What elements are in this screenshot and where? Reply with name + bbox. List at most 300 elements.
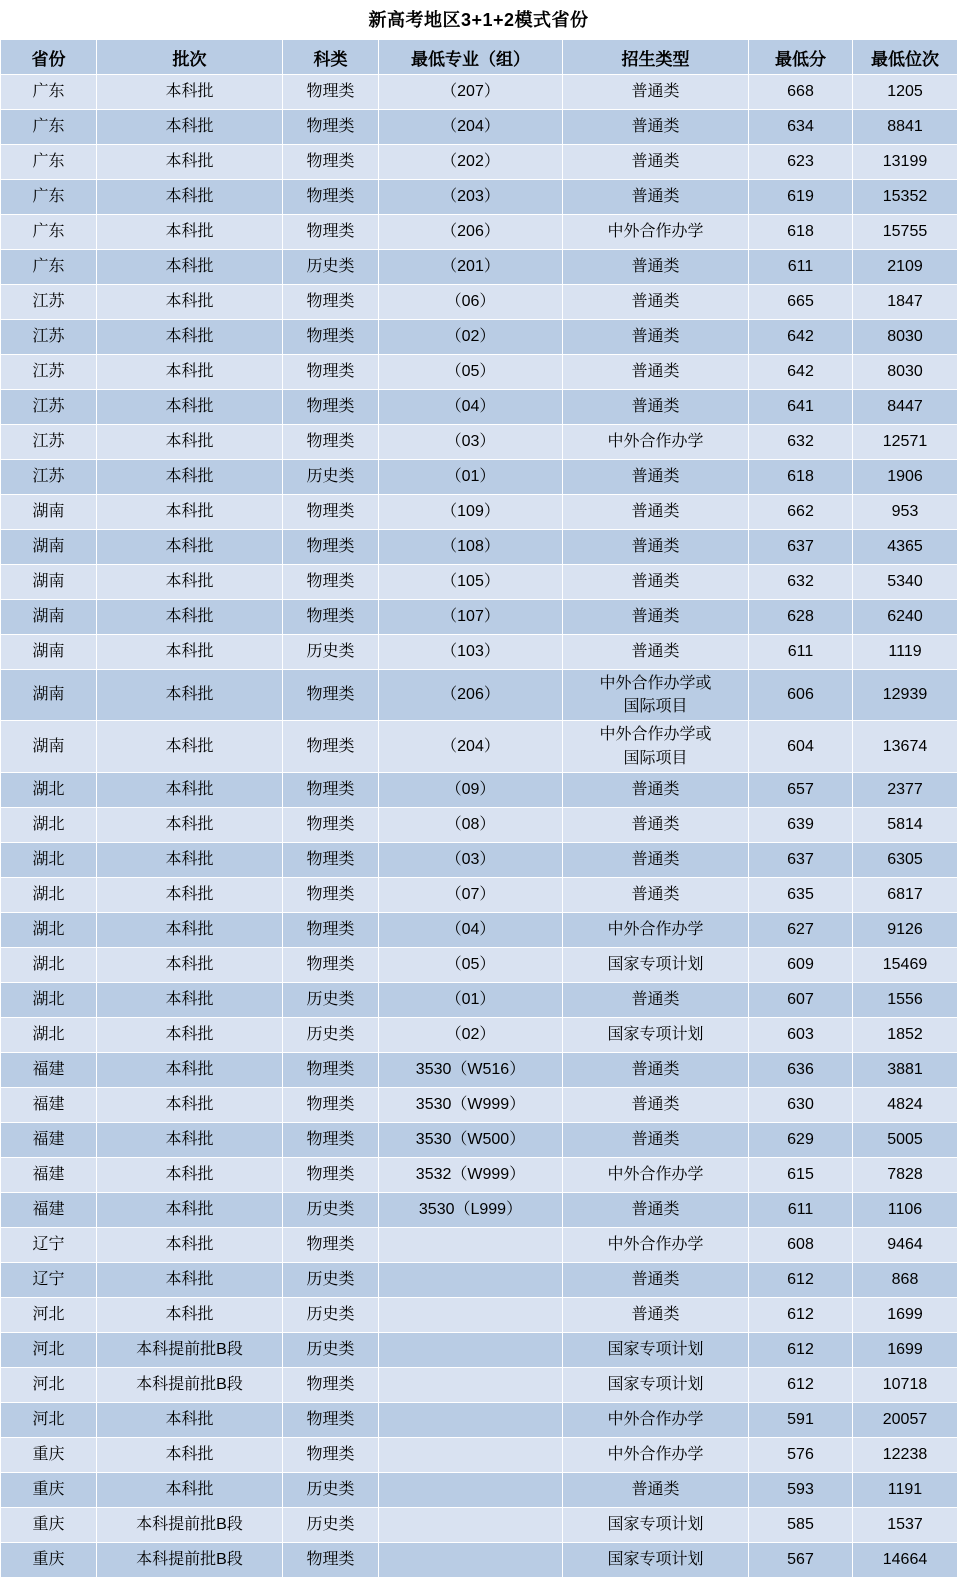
cell-subject: 历史类 [283, 1017, 379, 1052]
cell-province: 河北 [1, 1332, 97, 1367]
cell-batch: 本科批 [97, 250, 283, 285]
cell-province: 福建 [1, 1122, 97, 1157]
cell-major-group: （207） [379, 75, 563, 110]
cell-min-score: 611 [749, 635, 853, 670]
cell-subject: 历史类 [283, 1332, 379, 1367]
cell-min-rank: 953 [853, 495, 957, 530]
cell-major-group: （07） [379, 877, 563, 912]
table-row [1, 1332, 957, 1367]
cell-min-score: 612 [749, 1262, 853, 1297]
cell-batch: 本科提前批B段 [97, 1507, 283, 1542]
cell-min-rank: 12571 [853, 425, 957, 460]
cell-province: 湖南 [1, 495, 97, 530]
cell-min-score: 630 [749, 1087, 853, 1122]
cell-province: 湖南 [1, 635, 97, 670]
cell-min-score: 641 [749, 390, 853, 425]
cell-min-rank: 2377 [853, 772, 957, 807]
cell-major-group: （109） [379, 495, 563, 530]
table-row [1, 947, 957, 982]
cell-admission-type: 中外合作办学 [563, 1402, 749, 1437]
cell-batch: 本科批 [97, 1227, 283, 1262]
table-row [1, 842, 957, 877]
cell-major-group [379, 1262, 563, 1297]
cell-major-group: （107） [379, 600, 563, 635]
cell-min-score: 611 [749, 250, 853, 285]
cell-min-score: 608 [749, 1227, 853, 1262]
cell-province: 湖北 [1, 912, 97, 947]
cell-admission-type: 普通类 [563, 1472, 749, 1507]
cell-min-score: 662 [749, 495, 853, 530]
cell-batch: 本科批 [97, 530, 283, 565]
table-row [1, 285, 957, 320]
cell-admission-type: 普通类 [563, 842, 749, 877]
cell-batch: 本科批 [97, 807, 283, 842]
cell-subject: 物理类 [283, 877, 379, 912]
table-row [1, 1367, 957, 1402]
cell-major-group: （202） [379, 145, 563, 180]
cell-batch: 本科提前批B段 [97, 1367, 283, 1402]
cell-major-group: （206） [379, 670, 563, 721]
cell-admission-type: 中外合作办学 [563, 1157, 749, 1192]
table-row [1, 565, 957, 600]
cell-batch: 本科批 [97, 1122, 283, 1157]
cell-admission-type: 普通类 [563, 1087, 749, 1122]
cell-province: 福建 [1, 1052, 97, 1087]
cell-admission-type: 国家专项计划 [563, 1017, 749, 1052]
cell-province: 湖北 [1, 842, 97, 877]
cell-min-rank: 13199 [853, 145, 957, 180]
cell-batch: 本科批 [97, 495, 283, 530]
cell-min-score: 604 [749, 721, 853, 772]
cell-batch: 本科批 [97, 180, 283, 215]
cell-batch: 本科批 [97, 1472, 283, 1507]
cell-subject: 物理类 [283, 1087, 379, 1122]
cell-subject: 历史类 [283, 635, 379, 670]
cell-subject: 物理类 [283, 912, 379, 947]
cell-major-group [379, 1227, 563, 1262]
cell-min-score: 612 [749, 1367, 853, 1402]
cell-major-group: （105） [379, 565, 563, 600]
cell-min-rank: 1847 [853, 285, 957, 320]
cell-min-rank: 8030 [853, 320, 957, 355]
cell-min-rank: 5005 [853, 1122, 957, 1157]
cell-major-group [379, 1367, 563, 1402]
cell-major-group: （06） [379, 285, 563, 320]
table-row [1, 495, 957, 530]
cell-province: 辽宁 [1, 1227, 97, 1262]
cell-batch: 本科批 [97, 982, 283, 1017]
cell-province: 广东 [1, 215, 97, 250]
cell-admission-type: 普通类 [563, 772, 749, 807]
cell-subject: 历史类 [283, 1507, 379, 1542]
cell-min-rank: 6305 [853, 842, 957, 877]
cell-major-group [379, 1332, 563, 1367]
cell-min-score: 591 [749, 1402, 853, 1437]
cell-min-score: 635 [749, 877, 853, 912]
cell-min-score: 607 [749, 982, 853, 1017]
table-row [1, 982, 957, 1017]
cell-province: 福建 [1, 1192, 97, 1227]
cell-min-score: 618 [749, 460, 853, 495]
table-row [1, 530, 957, 565]
cell-admission-type: 普通类 [563, 1192, 749, 1227]
table-row [1, 670, 957, 721]
cell-batch: 本科提前批B段 [97, 1542, 283, 1577]
cell-major-group: （03） [379, 425, 563, 460]
cell-min-score: 623 [749, 145, 853, 180]
cell-subject: 物理类 [283, 1122, 379, 1157]
table-header-row [1, 40, 957, 75]
table-row [1, 721, 957, 772]
cell-min-rank: 7828 [853, 1157, 957, 1192]
cell-major-group [379, 1542, 563, 1577]
cell-province: 河北 [1, 1402, 97, 1437]
cell-admission-type: 普通类 [563, 75, 749, 110]
cell-admission-type: 普通类 [563, 565, 749, 600]
cell-subject: 物理类 [283, 320, 379, 355]
cell-line: 国际项目 [565, 695, 746, 718]
cell-subject: 物理类 [283, 180, 379, 215]
table-row [1, 1402, 957, 1437]
table-row [1, 1507, 957, 1542]
column-header-province: 省份 [1, 40, 97, 75]
cell-min-score: 628 [749, 600, 853, 635]
table-body [1, 75, 957, 1578]
cell-subject: 物理类 [283, 390, 379, 425]
cell-min-score: 603 [749, 1017, 853, 1052]
cell-admission-type: 普通类 [563, 1122, 749, 1157]
cell-min-rank: 3881 [853, 1052, 957, 1087]
cell-batch: 本科提前批B段 [97, 1332, 283, 1367]
cell-province: 广东 [1, 145, 97, 180]
cell-min-rank: 14664 [853, 1542, 957, 1577]
cell-min-rank: 5814 [853, 807, 957, 842]
cell-province: 江苏 [1, 460, 97, 495]
cell-min-rank: 1537 [853, 1507, 957, 1542]
cell-batch: 本科批 [97, 145, 283, 180]
cell-batch: 本科批 [97, 1087, 283, 1122]
cell-batch: 本科批 [97, 635, 283, 670]
cell-min-rank: 8447 [853, 390, 957, 425]
cell-major-group: 3532（W999） [379, 1157, 563, 1192]
cell-min-rank: 9126 [853, 912, 957, 947]
cell-admission-type: 国家专项计划 [563, 1332, 749, 1367]
column-header-major-group: 最低专业（组） [379, 40, 563, 75]
cell-subject: 物理类 [283, 807, 379, 842]
table-row [1, 250, 957, 285]
cell-major-group: （04） [379, 912, 563, 947]
cell-major-group: （02） [379, 1017, 563, 1052]
cell-min-rank: 15755 [853, 215, 957, 250]
cell-province: 湖北 [1, 982, 97, 1017]
cell-subject: 历史类 [283, 250, 379, 285]
cell-min-score: 627 [749, 912, 853, 947]
cell-province: 湖南 [1, 565, 97, 600]
cell-admission-type: 中外合作办学 [563, 425, 749, 460]
cell-min-score: 642 [749, 355, 853, 390]
cell-province: 河北 [1, 1367, 97, 1402]
cell-major-group [379, 1402, 563, 1437]
table-row [1, 1017, 957, 1052]
cell-admission-type: 中外合作办学 [563, 1437, 749, 1472]
cell-subject: 物理类 [283, 1402, 379, 1437]
cell-province: 重庆 [1, 1542, 97, 1577]
cell-major-group: 3530（W999） [379, 1087, 563, 1122]
cell-major-group: （08） [379, 807, 563, 842]
cell-province: 广东 [1, 250, 97, 285]
table-row [1, 215, 957, 250]
cell-major-group: （203） [379, 180, 563, 215]
cell-batch: 本科批 [97, 110, 283, 145]
table-header [1, 40, 957, 75]
table-row [1, 110, 957, 145]
admission-score-table [0, 39, 957, 1578]
table-row [1, 390, 957, 425]
cell-admission-type [563, 721, 749, 772]
table-row [1, 1052, 957, 1087]
cell-admission-type: 普通类 [563, 180, 749, 215]
cell-province: 辽宁 [1, 1262, 97, 1297]
cell-major-group [379, 1297, 563, 1332]
cell-min-rank: 1556 [853, 982, 957, 1017]
cell-subject: 物理类 [283, 215, 379, 250]
cell-min-rank: 6240 [853, 600, 957, 635]
cell-batch: 本科批 [97, 912, 283, 947]
cell-min-score: 629 [749, 1122, 853, 1157]
cell-admission-type: 普通类 [563, 110, 749, 145]
cell-min-score: 665 [749, 285, 853, 320]
cell-min-rank: 1191 [853, 1472, 957, 1507]
cell-admission-type: 普通类 [563, 1262, 749, 1297]
cell-batch: 本科批 [97, 877, 283, 912]
cell-subject: 物理类 [283, 145, 379, 180]
cell-batch: 本科批 [97, 947, 283, 982]
table-row [1, 320, 957, 355]
table-row [1, 1157, 957, 1192]
cell-min-score: 593 [749, 1472, 853, 1507]
cell-min-rank: 9464 [853, 1227, 957, 1262]
cell-min-score: 619 [749, 180, 853, 215]
table-row [1, 1262, 957, 1297]
cell-batch: 本科批 [97, 75, 283, 110]
cell-min-rank: 868 [853, 1262, 957, 1297]
cell-major-group: （201） [379, 250, 563, 285]
cell-min-rank: 20057 [853, 1402, 957, 1437]
cell-province: 湖北 [1, 1017, 97, 1052]
cell-major-group [379, 1437, 563, 1472]
cell-min-score: 606 [749, 670, 853, 721]
table-row [1, 877, 957, 912]
cell-admission-type: 普通类 [563, 495, 749, 530]
cell-admission-type: 普通类 [563, 1297, 749, 1332]
cell-admission-type: 普通类 [563, 877, 749, 912]
cell-admission-type: 普通类 [563, 355, 749, 390]
cell-province: 江苏 [1, 320, 97, 355]
cell-major-group: 3530（L999） [379, 1192, 563, 1227]
cell-admission-type: 普通类 [563, 982, 749, 1017]
cell-min-rank: 1699 [853, 1297, 957, 1332]
cell-subject: 物理类 [283, 1157, 379, 1192]
cell-admission-type: 普通类 [563, 530, 749, 565]
cell-min-rank: 4824 [853, 1087, 957, 1122]
cell-min-rank: 6817 [853, 877, 957, 912]
cell-subject: 历史类 [283, 1262, 379, 1297]
cell-admission-type: 普通类 [563, 250, 749, 285]
cell-subject: 物理类 [283, 110, 379, 145]
cell-province: 湖南 [1, 600, 97, 635]
cell-min-rank: 12939 [853, 670, 957, 721]
cell-min-rank: 4365 [853, 530, 957, 565]
cell-batch: 本科批 [97, 1402, 283, 1437]
cell-subject: 物理类 [283, 75, 379, 110]
column-header-batch: 批次 [97, 40, 283, 75]
cell-batch: 本科批 [97, 842, 283, 877]
table-row [1, 912, 957, 947]
cell-admission-type: 普通类 [563, 390, 749, 425]
cell-province: 福建 [1, 1087, 97, 1122]
cell-major-group [379, 1472, 563, 1507]
cell-major-group: （103） [379, 635, 563, 670]
cell-batch: 本科批 [97, 215, 283, 250]
cell-min-rank: 8841 [853, 110, 957, 145]
cell-batch: 本科批 [97, 1262, 283, 1297]
cell-line: 中外合作办学或 [565, 672, 746, 695]
table-row [1, 460, 957, 495]
cell-major-group: （04） [379, 390, 563, 425]
cell-major-group: （108） [379, 530, 563, 565]
cell-min-score: 611 [749, 1192, 853, 1227]
cell-subject: 历史类 [283, 1297, 379, 1332]
cell-province: 江苏 [1, 355, 97, 390]
cell-min-rank: 15469 [853, 947, 957, 982]
column-header-min-score: 最低分 [749, 40, 853, 75]
cell-min-score: 612 [749, 1297, 853, 1332]
cell-min-rank: 15352 [853, 180, 957, 215]
cell-batch: 本科批 [97, 1437, 283, 1472]
cell-min-score: 618 [749, 215, 853, 250]
cell-province: 湖南 [1, 670, 97, 721]
cell-admission-type: 国家专项计划 [563, 1367, 749, 1402]
table-row [1, 1297, 957, 1332]
cell-min-rank: 1106 [853, 1192, 957, 1227]
table-row [1, 1192, 957, 1227]
cell-min-rank: 10718 [853, 1367, 957, 1402]
cell-subject: 物理类 [283, 600, 379, 635]
cell-batch: 本科批 [97, 721, 283, 772]
table-row [1, 1122, 957, 1157]
cell-min-rank: 5340 [853, 565, 957, 600]
cell-min-rank: 1699 [853, 1332, 957, 1367]
column-header-min-rank: 最低位次 [853, 40, 957, 75]
cell-batch: 本科批 [97, 390, 283, 425]
cell-subject: 历史类 [283, 982, 379, 1017]
table-row [1, 1542, 957, 1577]
cell-admission-type: 普通类 [563, 600, 749, 635]
cell-province: 河北 [1, 1297, 97, 1332]
cell-province: 重庆 [1, 1507, 97, 1542]
cell-subject: 历史类 [283, 460, 379, 495]
cell-subject: 物理类 [283, 842, 379, 877]
cell-min-score: 567 [749, 1542, 853, 1577]
cell-province: 湖北 [1, 947, 97, 982]
cell-subject: 物理类 [283, 721, 379, 772]
cell-major-group: （09） [379, 772, 563, 807]
cell-min-score: 632 [749, 565, 853, 600]
cell-major-group: 3530（W500） [379, 1122, 563, 1157]
cell-subject: 物理类 [283, 425, 379, 460]
cell-major-group [379, 1507, 563, 1542]
cell-major-group: （206） [379, 215, 563, 250]
cell-major-group: （01） [379, 982, 563, 1017]
cell-min-score: 585 [749, 1507, 853, 1542]
cell-province: 湖北 [1, 807, 97, 842]
cell-batch: 本科批 [97, 772, 283, 807]
cell-batch: 本科批 [97, 320, 283, 355]
cell-major-group: （05） [379, 355, 563, 390]
cell-min-score: 639 [749, 807, 853, 842]
cell-min-rank: 1906 [853, 460, 957, 495]
cell-subject: 历史类 [283, 1192, 379, 1227]
cell-batch: 本科批 [97, 355, 283, 390]
cell-subject: 物理类 [283, 530, 379, 565]
cell-province: 江苏 [1, 425, 97, 460]
cell-subject: 物理类 [283, 772, 379, 807]
cell-province: 江苏 [1, 390, 97, 425]
page-title: 新高考地区3+1+2模式省份 [0, 0, 957, 39]
cell-min-rank: 2109 [853, 250, 957, 285]
table-row [1, 600, 957, 635]
cell-subject: 物理类 [283, 1437, 379, 1472]
cell-min-score: 612 [749, 1332, 853, 1367]
cell-min-score: 636 [749, 1052, 853, 1087]
cell-min-rank: 1852 [853, 1017, 957, 1052]
cell-subject: 物理类 [283, 670, 379, 721]
cell-line: 中外合作办学或 [565, 723, 746, 746]
cell-subject: 物理类 [283, 355, 379, 390]
cell-admission-type: 普通类 [563, 285, 749, 320]
cell-province: 广东 [1, 110, 97, 145]
table-row [1, 1437, 957, 1472]
cell-subject: 物理类 [283, 1052, 379, 1087]
table-row [1, 180, 957, 215]
cell-province: 广东 [1, 180, 97, 215]
column-header-subject: 科类 [283, 40, 379, 75]
cell-province: 湖南 [1, 530, 97, 565]
cell-subject: 物理类 [283, 285, 379, 320]
cell-min-score: 576 [749, 1437, 853, 1472]
cell-major-group: （01） [379, 460, 563, 495]
cell-subject: 物理类 [283, 495, 379, 530]
table-row [1, 635, 957, 670]
cell-subject: 物理类 [283, 947, 379, 982]
cell-major-group: （05） [379, 947, 563, 982]
cell-admission-type: 国家专项计划 [563, 947, 749, 982]
cell-min-rank: 1119 [853, 635, 957, 670]
cell-batch: 本科批 [97, 425, 283, 460]
cell-major-group: 3530（W516） [379, 1052, 563, 1087]
cell-batch: 本科批 [97, 600, 283, 635]
cell-batch: 本科批 [97, 1052, 283, 1087]
cell-batch: 本科批 [97, 1192, 283, 1227]
cell-admission-type: 中外合作办学 [563, 1227, 749, 1262]
cell-province: 重庆 [1, 1472, 97, 1507]
cell-min-score: 615 [749, 1157, 853, 1192]
cell-batch: 本科批 [97, 460, 283, 495]
cell-min-score: 634 [749, 110, 853, 145]
cell-province: 湖北 [1, 772, 97, 807]
cell-province: 广东 [1, 75, 97, 110]
cell-province: 福建 [1, 1157, 97, 1192]
